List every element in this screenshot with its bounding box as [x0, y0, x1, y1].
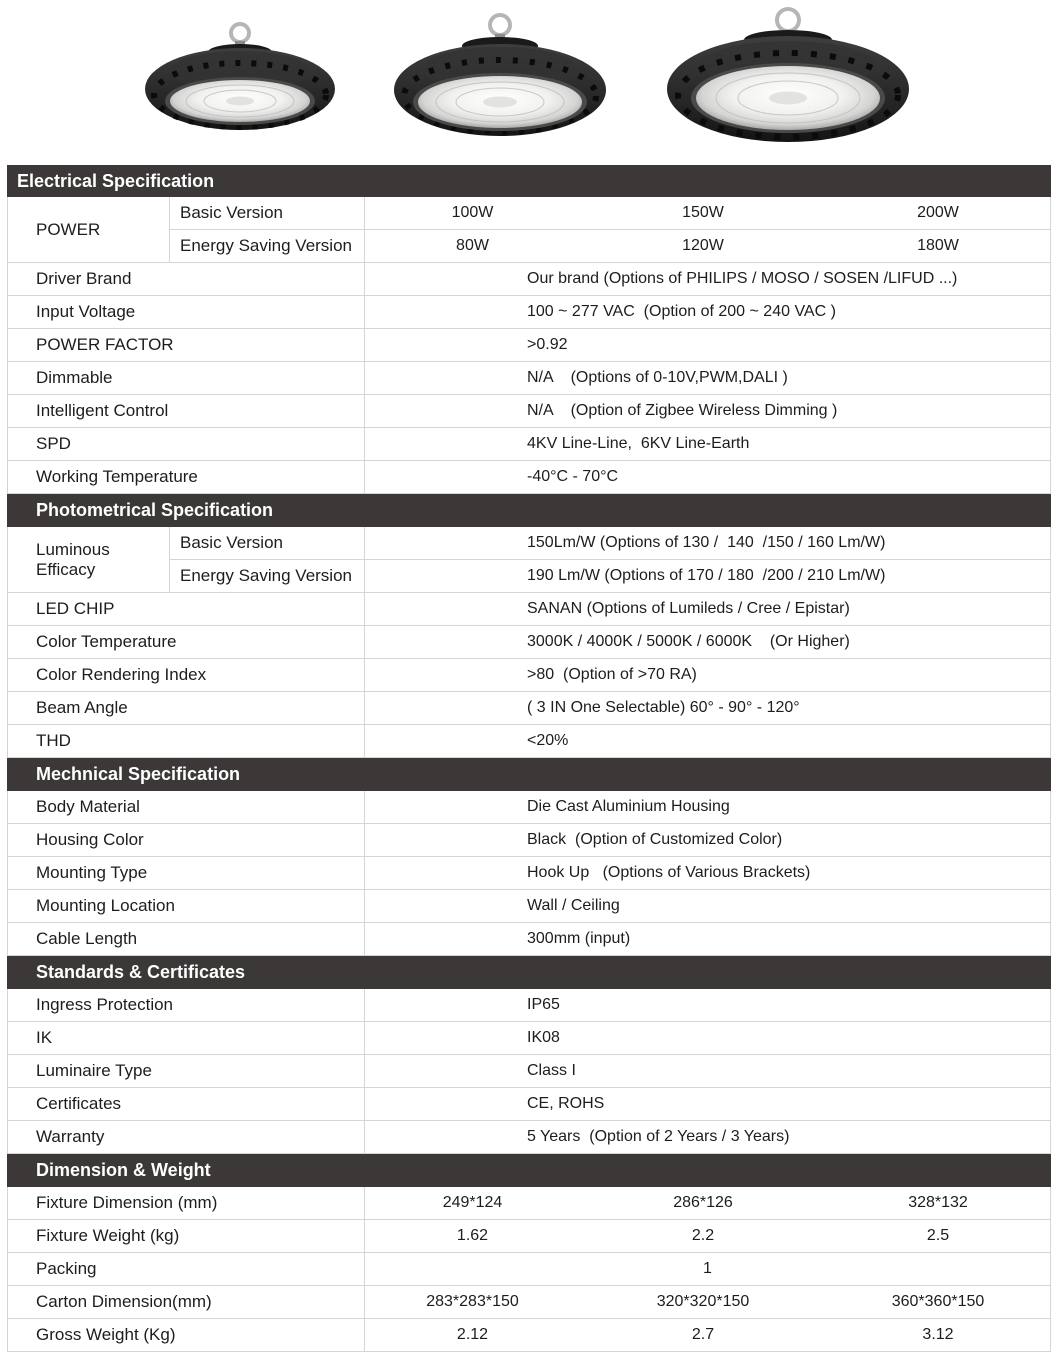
gross-weight-value-2: 2.7 — [691, 1326, 715, 1343]
spd-value: 4KV Line-Line, 6KV Line-Earth — [527, 435, 750, 452]
spec-row-luminous-efficacy — [7, 527, 1051, 593]
section-header-standards: Standards & Certificates — [7, 956, 1051, 989]
beam-angle-label: Beam Angle — [8, 692, 365, 724]
led-center — [769, 92, 807, 105]
power-energy-saving-value-2: 120W — [682, 237, 724, 254]
high-bay-light-large-image — [667, 9, 909, 142]
working-temperature-label: Working Temperature — [8, 461, 365, 493]
spec-row-housing-color — [7, 824, 1051, 857]
color-rendering-index-value: >80 (Option of >70 RA) — [527, 666, 697, 683]
power-basic-label: Basic Version — [170, 197, 365, 229]
section-header-electrical: Electrical Specification — [7, 165, 1051, 197]
spec-row-ik — [7, 1022, 1051, 1055]
color-temperature-label: Color Temperature — [8, 626, 365, 658]
spec-row-beam-angle — [7, 692, 1051, 725]
power-label-text: POWER — [36, 219, 101, 239]
spec-row-driver-brand — [7, 263, 1051, 296]
power-energy-saving-value-1: 80W — [456, 237, 489, 254]
spec-row-power — [7, 197, 1051, 263]
carton-dimension-value-2: 320*320*150 — [656, 1293, 750, 1310]
spec-row-thd — [7, 725, 1051, 758]
hook-ring — [777, 9, 799, 31]
spec-row-gross-weight — [7, 1319, 1051, 1352]
spec-row-working-temperature — [7, 461, 1051, 494]
thd-value: <20% — [527, 732, 569, 749]
gross-weight-value-1: 2.12 — [456, 1326, 489, 1343]
packing-label: Packing — [8, 1253, 365, 1285]
spec-row-color-temperature — [7, 626, 1051, 659]
high-bay-light-small-image — [145, 24, 335, 130]
warranty-value: 5 Years (Option of 2 Years / 3 Years) — [527, 1128, 790, 1145]
spec-row-color-rendering-index — [7, 659, 1051, 692]
certificates-label: Certificates — [8, 1088, 365, 1120]
cable-length-value: 300mm (input) — [527, 930, 631, 947]
led-center — [226, 97, 254, 106]
fixture-dimension-value-3: 328*132 — [908, 1194, 968, 1211]
specification-table — [7, 165, 1051, 1352]
spec-row-ingress-protection — [7, 989, 1051, 1022]
working-temperature-value: -40°C - 70°C — [527, 468, 619, 485]
fixture-weight-value-3: 2.5 — [926, 1227, 950, 1244]
carton-dimension-label: Carton Dimension(mm) — [8, 1286, 365, 1318]
spec-row-spd — [7, 428, 1051, 461]
hook-ring — [490, 15, 510, 35]
power-basic-value-3: 200W — [917, 204, 959, 221]
carton-dimension-value-1: 283*283*150 — [426, 1293, 519, 1310]
fixture-dimension-value-2: 286*126 — [673, 1194, 733, 1211]
ik-label: IK — [8, 1022, 365, 1054]
dimmable-label: Dimmable — [8, 362, 365, 394]
housing-color-value: Black (Option of Customized Color) — [527, 831, 783, 848]
efficacy-basic-label: Basic Version — [170, 527, 365, 559]
fixture-dimension-label: Fixture Dimension (mm) — [8, 1187, 365, 1219]
spec-row-fixture-dimension — [7, 1187, 1051, 1220]
power-factor-value: >0.92 — [527, 336, 568, 353]
spec-row-packing — [7, 1253, 1051, 1286]
gross-weight-label: Gross Weight (Kg) — [8, 1319, 365, 1351]
dimmable-value: N/A (Options of 0-10V,PWM,DALI ) — [527, 369, 788, 386]
power-label — [8, 197, 170, 262]
input-voltage-label: Input Voltage — [8, 296, 365, 328]
section-header-photometrical: Photometrical Specification — [7, 494, 1051, 527]
power-energy-saving-label: Energy Saving Version — [170, 230, 365, 262]
intelligent-control-label: Intelligent Control — [8, 395, 365, 427]
body-material-label: Body Material — [8, 791, 365, 823]
color-temperature-value: 3000K / 4000K / 5000K / 6000K (Or Higher) — [527, 633, 850, 650]
efficacy-basic-value: 150Lm/W (Options of 130 / 140 /150 / 160 Lm/W) — [527, 534, 886, 551]
mounting-type-value: Hook Up (Options of Various Brackets) — [527, 864, 811, 881]
fixture-weight-value-1: 1.62 — [456, 1227, 489, 1244]
body-material-value: Die Cast Aluminium Housing — [527, 798, 730, 815]
led-center — [483, 97, 517, 108]
spec-row-input-voltage — [7, 296, 1051, 329]
spec-row-intelligent-control — [7, 395, 1051, 428]
luminous-efficacy-label-text: Luminous Efficacy — [36, 539, 110, 579]
fixture-dimension-value-1: 249*124 — [442, 1194, 503, 1211]
thd-label: THD — [8, 725, 365, 757]
spec-row-luminaire-type — [7, 1055, 1051, 1088]
power-basic-values — [365, 197, 1050, 229]
luminous-efficacy-label — [8, 527, 170, 592]
spec-row-body-material — [7, 791, 1051, 824]
power-basic-value-1: 100W — [451, 204, 494, 221]
power-row-energy-saving — [170, 230, 1050, 262]
high-bay-light-medium-image — [394, 15, 606, 136]
spd-label: SPD — [8, 428, 365, 460]
efficacy-versions — [170, 527, 1050, 592]
certificates-value: CE, ROHS — [527, 1095, 605, 1112]
product-images — [0, 0, 1060, 160]
power-factor-label: POWER FACTOR — [8, 329, 365, 361]
spec-row-warranty — [7, 1121, 1051, 1154]
warranty-label: Warranty — [8, 1121, 365, 1153]
fixture-weight-label: Fixture Weight (kg) — [8, 1220, 365, 1252]
fixture-weight-values — [365, 1220, 1050, 1252]
beam-angle-value: ( 3 IN One Selectable) 60° - 90° - 120° — [527, 699, 800, 716]
driver-brand-label: Driver Brand — [8, 263, 365, 295]
spec-row-certificates — [7, 1088, 1051, 1121]
ingress-protection-value: IP65 — [527, 996, 560, 1013]
ik-value: IK08 — [527, 1029, 560, 1046]
spec-row-led-chip — [7, 593, 1051, 626]
cable-length-label: Cable Length — [8, 923, 365, 955]
gross-weight-value-3: 3.12 — [922, 1326, 954, 1343]
hook-ring — [231, 24, 249, 42]
power-versions — [170, 197, 1050, 262]
fixture-dimension-values — [365, 1187, 1050, 1219]
housing-color-label: Housing Color — [8, 824, 365, 856]
spec-row-mounting-type — [7, 857, 1051, 890]
power-energy-saving-value-3: 180W — [917, 237, 959, 254]
efficacy-row-energy-saving — [170, 560, 1050, 592]
gross-weight-values — [365, 1319, 1050, 1351]
carton-dimension-values — [365, 1286, 1050, 1318]
power-row-basic — [170, 197, 1050, 230]
spec-row-fixture-weight — [7, 1220, 1051, 1253]
power-energy-saving-values — [365, 230, 1050, 262]
input-voltage-value: 100 ~ 277 VAC (Option of 200 ~ 240 VAC ) — [527, 303, 836, 320]
efficacy-energy-saving-value: 190 Lm/W (Options of 170 / 180 /200 / 210 Lm/W) — [527, 567, 886, 584]
luminaire-type-label: Luminaire Type — [8, 1055, 365, 1087]
led-chip-label: LED CHIP — [8, 593, 365, 625]
led-chip-value: SANAN (Options of Lumileds / Cree / Epistar) — [527, 600, 850, 617]
efficacy-energy-saving-label: Energy Saving Version — [170, 560, 365, 592]
power-basic-value-2: 150W — [682, 204, 724, 221]
ingress-protection-label: Ingress Protection — [8, 989, 365, 1021]
spec-row-dimmable — [7, 362, 1051, 395]
packing-value: 1 — [703, 1260, 712, 1277]
color-rendering-index-label: Color Rendering Index — [8, 659, 365, 691]
driver-brand-value: Our brand (Options of PHILIPS / MOSO / SOSEN /LIFUD ...) — [527, 270, 958, 287]
mounting-location-label: Mounting Location — [8, 890, 365, 922]
section-header-mechanical: Mechnical Specification — [7, 758, 1051, 791]
luminaire-type-value: Class I — [527, 1062, 576, 1079]
mounting-location-value: Wall / Ceiling — [527, 897, 620, 914]
mounting-type-label: Mounting Type — [8, 857, 365, 889]
intelligent-control-value: N/A (Option of Zigbee Wireless Dimming ) — [527, 402, 838, 419]
spec-row-cable-length — [7, 923, 1051, 956]
section-header-dimension: Dimension & Weight — [7, 1154, 1051, 1187]
carton-dimension-value-3: 360*360*150 — [891, 1293, 985, 1310]
spec-row-power-factor — [7, 329, 1051, 362]
spec-row-carton-dimension — [7, 1286, 1051, 1319]
efficacy-row-basic — [170, 527, 1050, 560]
fixture-weight-value-2: 2.2 — [691, 1227, 715, 1244]
spec-row-mounting-location — [7, 890, 1051, 923]
